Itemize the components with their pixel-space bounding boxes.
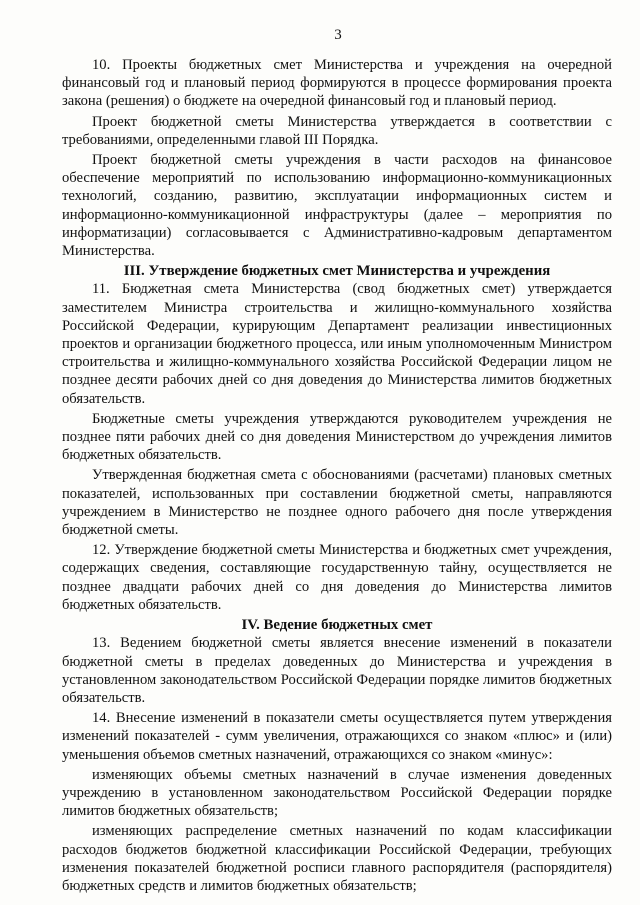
paragraph-ministry-draft: Проект бюджетной сметы Министерства утверждается в соответствии с требованиями, определенными главой III Порядка. (62, 113, 612, 148)
paragraph-13: 13. Ведением бюджетной сметы является внесение изменений в показатели бюджетной сметы в пределах доведенных до Министерства и учреждения в установленном законодательством Российской Федерации порядке лимитов бюджетных обязательств. (62, 635, 612, 706)
paragraph-distribution-changes: изменяющих распределение сметных назначений по кодам классификации расходов бюджетов бюджетной классификации Российской Федерации, требующих изменения показателей бюджетной росписи главного распорядителя (распорядителя) бюджетных средств и лимитов бюджетных обязательств; (62, 823, 612, 894)
paragraph-10: 10. Проекты бюджетных смет Министерства и учреждения на очередной финансовый год и плановый период формируются в процессе формирования проекта закона (решения) о бюджете на очередной финансовый год и плановый период. (62, 57, 612, 110)
page-number: 3 (334, 27, 342, 43)
paragraph-14: 14. Внесение изменений в показатели сметы осуществляется путем утверждения изменений показателей - сумм увеличения, отражающихся со знаком «плюс» и (или) уменьшения объемов сметных назначений, отражающихся со знаком «минус»: (62, 710, 612, 763)
paragraph-12: 12. Утверждение бюджетной сметы Министерства и бюджетных смет учреждения, содержащих сведения, составляющие государственную тайну, осуществляется не позднее двадцати рабочих дней со дня доведения до Министерства лимитов бюджетных обязательств. (62, 542, 612, 613)
paragraph-approved-estimate: Утвержденная бюджетная смета с обоснованиями (расчетами) плановых сметных показателей, использованных при составлении бюджетной сметы, направляются учреждением в Министерство не позднее одного рабочего дня после утверждения бюджетной сметы. (62, 467, 612, 539)
section-heading-iii: III. Утверждение бюджетных смет Министерства и учреждения (123, 263, 551, 280)
paragraph-11: 11. Бюджетная смета Министерства (свод бюджетных смет) утверждается заместителем Министра строительства и жилищно-коммунального хозяйства Российской Федерации, курирующим Департамент реализации инвестиционных проектов и организации бюджетного процесса, или иным уполномоченным Министром строительства и жилищно-коммунального хозяйства Российской Федерации лицом не позднее десяти рабочих дней со дня доведения до Министерства лимитов бюджетных обязательств. (62, 281, 612, 407)
paragraph-volume-changes: изменяющих объемы сметных назначений в случае изменения доведенных учреждению в установленном законодательством Российской Федерации порядке лимитов бюджетных обязательств; (62, 766, 612, 820)
paragraph-institution-approval: Бюджетные сметы учреждения утверждаются руководителем учреждения не позднее пяти рабочих дней со дня доведения Министерством до учреждения лимитов бюджетных обязательств. (62, 410, 612, 464)
section-heading-iv: IV. Ведение бюджетных смет (241, 617, 433, 634)
paragraph-institution-draft: Проект бюджетной сметы учреждения в части расходов на финансовое обеспечение мероприятий по использованию информационно-коммуникационных технологий, созданию, развитию, эксплуатации информационных систем и информационно-коммуникационной инфраструктуры (далее – мероприятия по информатизации) согласовывается с Административно-кадровым департаментом Министерства. (62, 152, 612, 260)
